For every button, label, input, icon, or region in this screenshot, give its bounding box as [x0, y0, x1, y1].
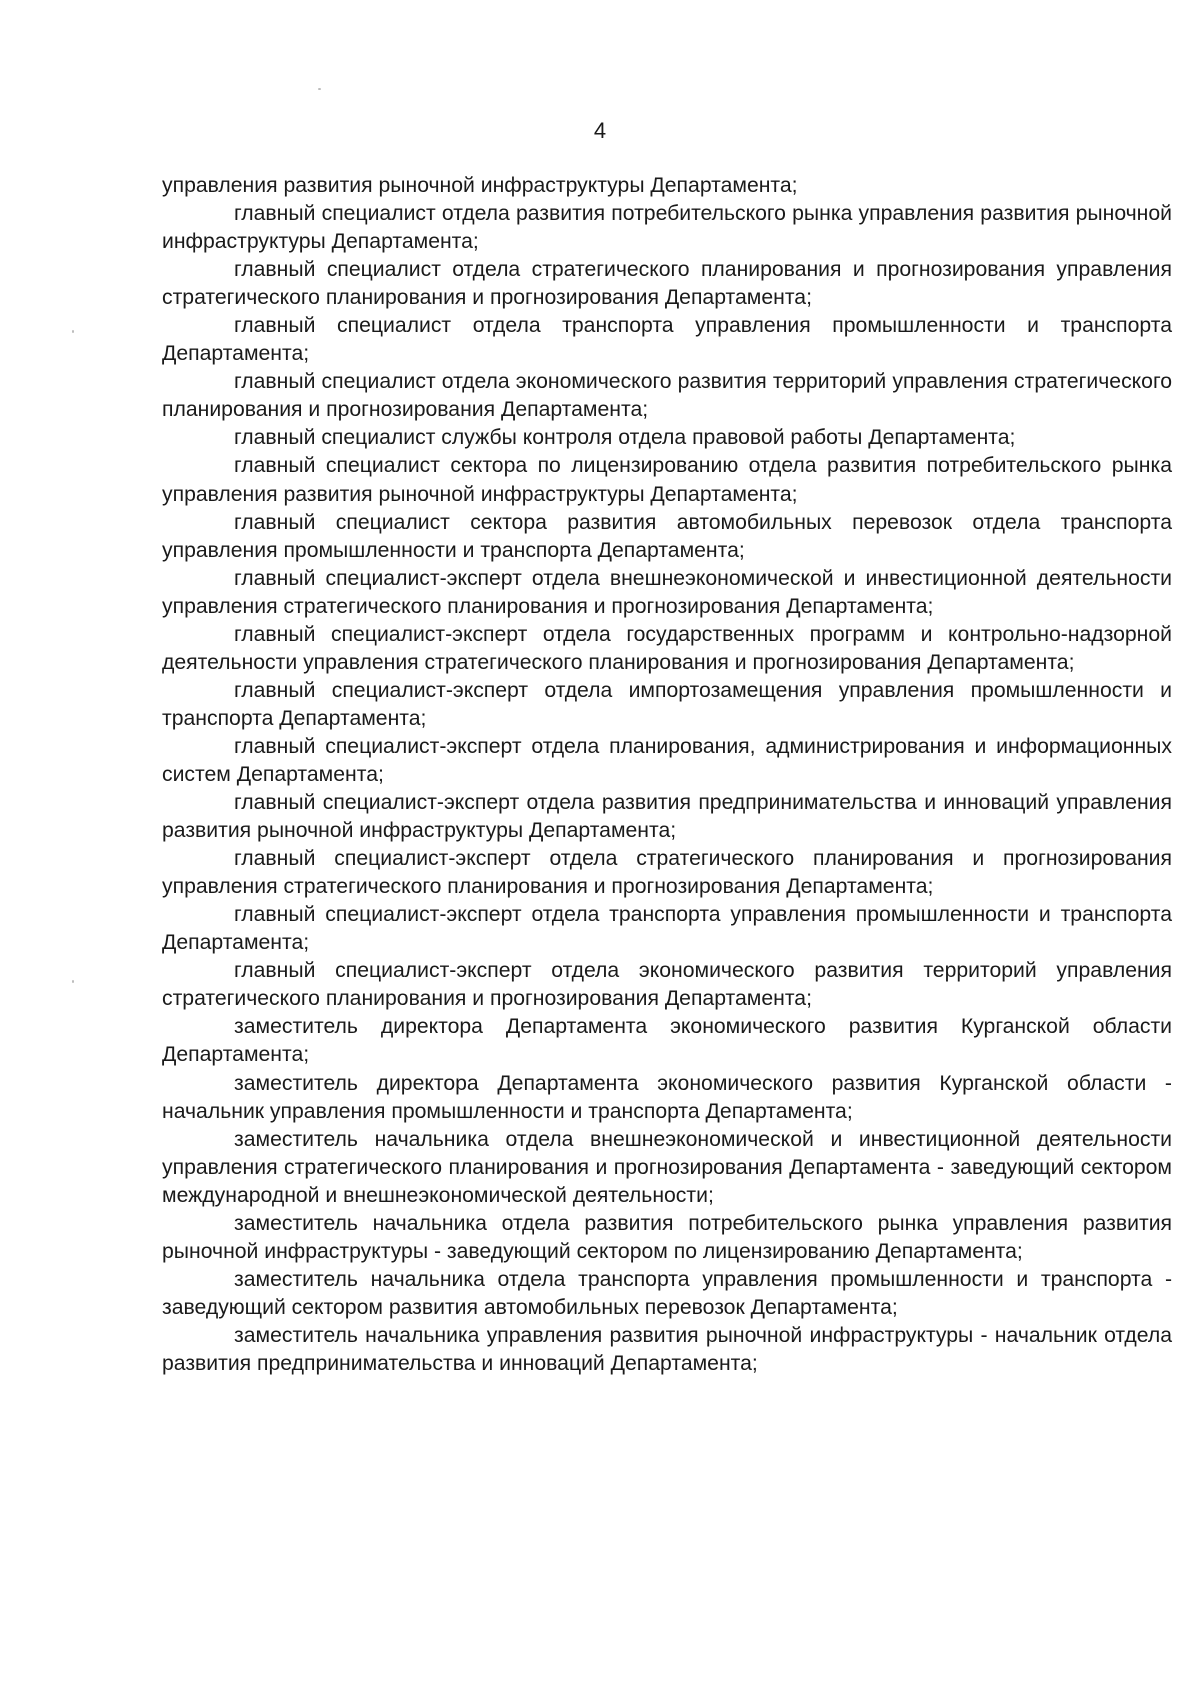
paragraph: заместитель начальника управления развития рыночной инфраструктуры - начальник отдела развития предпринимательства и инноваций Департамента;: [162, 1323, 1172, 1375]
paragraph: главный специалист сектора по лицензированию отдела развития потребительского рынка управления развития рыночной инфраструктуры Департамента;: [162, 454, 1172, 506]
paragraph: главный специалист-эксперт отдела планирования, администрирования и информационных систем Департамента;: [162, 734, 1172, 786]
paragraph: заместитель начальника отдела внешнеэкономической и инвестиционной деятельности управления стратегического планирования и прогнозирования Департамента - заведующий сектором международной и внешнеэкономической деятельности;: [162, 1127, 1172, 1207]
paragraph: заместитель директора Департамента экономического развития Курганской области - начальник управления промышленности и транспорта Департамента;: [162, 1071, 1172, 1123]
paragraph: главный специалист-эксперт отдела развития предпринимательства и инноваций управления развития рыночной инфраструктуры Департамента;: [162, 791, 1172, 843]
paragraph: главный специалист-эксперт отдела государственных программ и контрольно-надзорной деятельности управления стратегического планирования и прогнозирования Департамента;: [162, 622, 1172, 674]
paragraph: главный специалист службы контроля отдела правовой работы Департамента;: [234, 426, 1016, 450]
scan-speck: [72, 980, 74, 983]
document-body: [162, 172, 1172, 1378]
scan-speck: [318, 88, 321, 90]
scan-speck: [72, 330, 74, 333]
paragraph: главный специалист-эксперт отдела стратегического планирования и прогнозирования управления стратегического планирования и прогнозирования Департамента;: [162, 847, 1172, 899]
paragraph: главный специалист-эксперт отдела транспорта управления промышленности и транспорта Департамента;: [162, 903, 1172, 955]
paragraph: главный специалист отдела развития потребительского рынка управления развития рыночной инфраструктуры Департамента;: [162, 202, 1172, 254]
page-number: 4: [593, 118, 607, 143]
paragraph: главный специалист-эксперт отдела импортозамещения управления промышленности и транспорта Департамента;: [162, 678, 1172, 730]
paragraph: главный специалист-эксперт отдела внешнеэкономической и инвестиционной деятельности управления стратегического планирования и прогнозирования Департамента;: [162, 566, 1172, 618]
paragraph: заместитель начальника отдела транспорта управления промышленности и транспорта - заведующий сектором развития автомобильных перевозок Департамента;: [162, 1267, 1172, 1319]
paragraph: заместитель директора Департамента экономического развития Курганской области Департамента;: [162, 1015, 1172, 1067]
paragraph: главный специалист отдела экономического развития территорий управления стратегического планирования и прогнозирования Департамента;: [162, 370, 1172, 422]
paragraph: главный специалист отдела транспорта управления промышленности и транспорта Департамента;: [162, 314, 1172, 366]
paragraph: управления развития рыночной инфраструктуры Департамента;: [162, 174, 798, 197]
paragraph: главный специалист-эксперт отдела экономического развития территорий управления стратегического планирования и прогнозирования Департамента;: [162, 959, 1172, 1011]
paragraph: главный специалист отдела стратегического планирования и прогнозирования управления стратегического планирования и прогнозирования Департамента;: [162, 258, 1172, 310]
paragraph: главный специалист сектора развития автомобильных перевозок отдела транспорта управления промышленности и транспорта Департамента;: [162, 510, 1172, 562]
paragraph: заместитель начальника отдела развития потребительского рынка управления развития рыночной инфраструктуры - заведующий сектором по лицензированию Департамента;: [162, 1211, 1172, 1263]
